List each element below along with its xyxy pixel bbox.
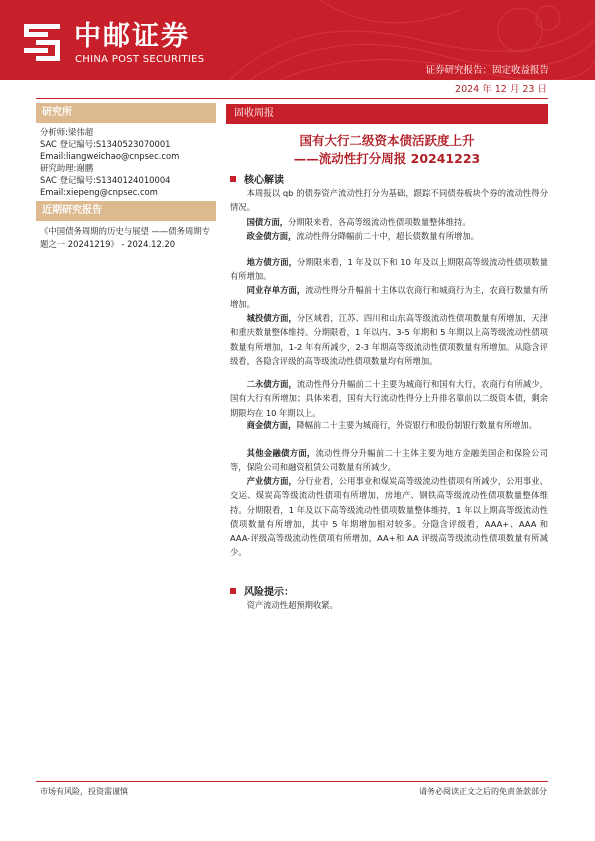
paragraph-lgfv: 城投债方面，分区域看，江苏、四川和山东高等级流动性债项数量有所增加，天津和重庆数量整体维持。分期限看，1 年以内、3-5 年期和 5 年期以上高等级流动性债项数量有所增加，1-2 年有所减少，2-3 年期高等级流动性债项数量有所增加。从隐含评级看，各隐含评级的高等级流动性债项数量均有所增加。 xyxy=(230,313,548,366)
footer-divider xyxy=(36,781,548,782)
paragraph-other-financial: 其他金融债方面，流动性得分升幅前二十主体主要为地方金融美国企和保险公司等，保险公司和融资租赁公司数量有所减少。 xyxy=(230,448,548,473)
report-date: 2024 年 12 月 23 日 xyxy=(455,84,547,95)
header-divider xyxy=(36,98,548,99)
risk-text: 资产流动性超预期收紧。 xyxy=(246,600,338,610)
report-category: 固收周报 xyxy=(226,104,548,124)
paragraph-industrial: 产业债方面，分行业看，公用事业和煤炭高等级流动性债项有所减少，公用事业、交运、煤炭高等级流动性债项有所增加，房地产、钢铁高等级流动性债项数量整体维持。分期限看，1 年及以下高等级流动性债项数量整体维持，1 年以上期高等级流动性债项数量有所增加，其中 5 年期增加相对较多。分隐含评级看，AAA+、AAA 和 AAA-评级高等级流动性债项有所增加，AA+和 AA 评级高等级流动性债项数量有所减少。 xyxy=(230,476,548,558)
report-title: 国有大行二级资本债活跃度上升 xyxy=(299,133,475,148)
recent-report-link[interactable]: 《中国债务周期的历史与展望 ——债务周期专题之一 20241219》 - 2024.12.20 xyxy=(40,226,211,249)
footer-risk-note: 市场有风险，投资需谨慎 xyxy=(40,787,128,796)
assistant-sac: SAC 登记编号:S1340124010004 xyxy=(40,175,171,185)
analyst-sac: SAC 登记编号:S1340523070001 xyxy=(40,139,171,149)
analyst-name: 分析师:梁伟超 xyxy=(40,127,94,137)
brand-name-cn: 中邮证券 xyxy=(74,21,190,52)
bullet-icon xyxy=(230,588,236,594)
report-type: 证券研究报告：固定收益报告 xyxy=(425,65,549,76)
paragraph-commercial-bank: 商金债方面，降幅前二十主要为城商行，外资银行和股份制银行数量有所增加。 xyxy=(246,420,538,430)
bullet-icon xyxy=(230,176,236,182)
intro-paragraph: 本周报以 qb 的债券资产流动性打分为基础，跟踪不同债券板块个券的流动性得分情况。 xyxy=(230,188,548,213)
brand-name-en: CHINA POST SECURITIES xyxy=(75,54,205,65)
paragraph-local-gov: 地方债方面，分期限来看，1 年及以下和 10 年及以上期限高等级流动性债项数量有所增加。 xyxy=(230,257,548,282)
china-post-logo-icon xyxy=(20,20,64,66)
paragraph-tier2-perp: 二永债方面，流动性得分升幅前二十主要为城商行和国有大行，农商行有所减少，国有大行有所增加；具体来看，国有大行流动性得分上升排名靠前以二级资本债，剩余期限均在 10 年期以上。 xyxy=(230,379,548,418)
paragraph-treasury: 国债方面，分期限来看，各高等级流动性债项数量整体维持。 xyxy=(246,217,471,227)
research-section-header: 研究所 xyxy=(36,103,216,123)
report-subtitle: ——流动性打分周报 20241223 xyxy=(293,151,481,166)
assistant-email[interactable]: Email:xiepeng@cnpsec.com xyxy=(40,187,158,197)
paragraph-policy-bank: 政金债方面，流动性得分降幅前二十中，超长债数量有所增加。 xyxy=(246,231,479,241)
footer-disclaimer: 请务必阅读正文之后的免责条款部分 xyxy=(419,787,547,796)
header-banner xyxy=(0,0,595,80)
core-section-heading: 核心解读 xyxy=(230,174,284,187)
risk-section-heading: 风险提示： xyxy=(230,586,294,599)
recent-reports-header: 近期研究报告 xyxy=(36,201,216,221)
analyst-email[interactable]: Email:liangweichao@cnpsec.com xyxy=(40,151,180,161)
paragraph-ncd: 同业存单方面，流动性得分升幅前十主体以农商行和城商行为主，农商行数量有所增加。 xyxy=(230,285,548,310)
assistant-name: 研究助理:谢鹏 xyxy=(40,163,94,173)
